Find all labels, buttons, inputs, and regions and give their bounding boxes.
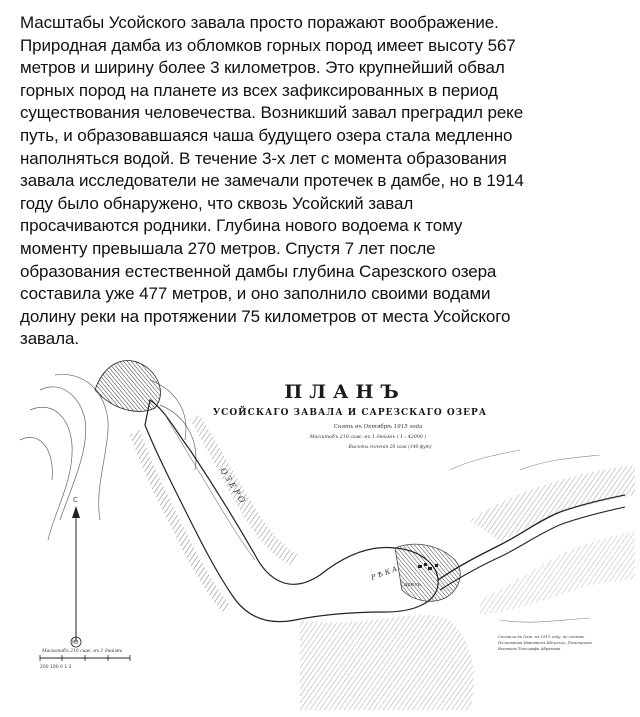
article-line: завала. [20, 329, 79, 349]
scale-bar [40, 647, 130, 670]
scale-bar-ticks: 200 100 0 1 2 [40, 665, 72, 670]
article-line: году было обнаружено, что сквозь Усойский завал [20, 193, 414, 213]
map-drawing [0, 350, 640, 717]
southern-mountains [300, 615, 474, 710]
article-line: составила уже 477 метров, и оно заполнило своими водами [20, 284, 491, 304]
north-letter: С [73, 496, 78, 504]
article-line: путь, и образовавшаяся чаша будущего озера стала медленно [20, 125, 513, 145]
lake-right-bank [190, 415, 298, 565]
svg-text:Снимали въ Окт. въ 1915 году,: Снимали въ Окт. въ 1915 году, по съемкѣ [498, 634, 585, 639]
mountain-peak [95, 360, 160, 411]
lake-label: О З Е Р О [218, 466, 247, 505]
article-line: существования человечества. Возникший завал преградил реке [20, 103, 524, 123]
article-line: Масштабы Усойского завала просто поражают воображение. [20, 13, 499, 32]
village-label: Сарезъ [400, 582, 421, 588]
contour-note: Высоты сѣченія 20 саж (140 фут) [348, 445, 432, 450]
article-line: горных пород на планете из всех зафиксированных в период [20, 80, 498, 100]
article-line: завала исследователи не замечали протечек в дамбе, но в 1914 [20, 171, 524, 191]
article-line: метров и ширину более 3 километров. Это крупнейший обвал [20, 58, 505, 78]
article-line: просачиваются родники. Глубина нового водоема к тому [20, 216, 463, 236]
scale-bar-label: Масштабъ 210 саж. въ 1 дюймѣ [42, 649, 123, 654]
author-note [497, 634, 593, 651]
article-line: долину реки на протяжении 75 километров от места Усойского [20, 306, 511, 326]
scale-note: Масштабъ 210 саж. въ 1 дюймѣ ( 1 : 42000 ) [309, 435, 427, 440]
survey-note: Снять въ Октябрѣ 1915 года [333, 424, 423, 430]
article-line: наполняться водой. В течение 3-х лет с момента образования [20, 148, 507, 168]
article-line: моменту превышала 270 метров. Спустя 7 лет после [20, 238, 436, 258]
lake-shape [145, 400, 438, 622]
north-arrow [71, 496, 81, 647]
south-letter: Ю [72, 639, 79, 646]
article-text [20, 12, 630, 351]
article-line: Природная дамба из обломков горных пород имеет высоту 567 [20, 35, 516, 55]
svg-text:Полковника Ивановичъ Шпилько,: Полковника Ивановичъ Шпилько, Помощника [498, 640, 592, 645]
article-line: образования естественной дамбы глубина Сарезского озера [20, 261, 497, 281]
map-subtitle: УСОЙСКАГО ЗАВАЛА И САРЕЗСКАГО ОЗЕРА [212, 408, 488, 418]
right-mountains [470, 465, 635, 542]
river-label: Р Ѣ К А [369, 564, 399, 582]
svg-text:Военнаго Топографа Абрамова: Военнаго Топографа Абрамова [498, 646, 561, 651]
map-title: ПЛАНЪ [284, 381, 406, 403]
historical-map [0, 350, 640, 717]
